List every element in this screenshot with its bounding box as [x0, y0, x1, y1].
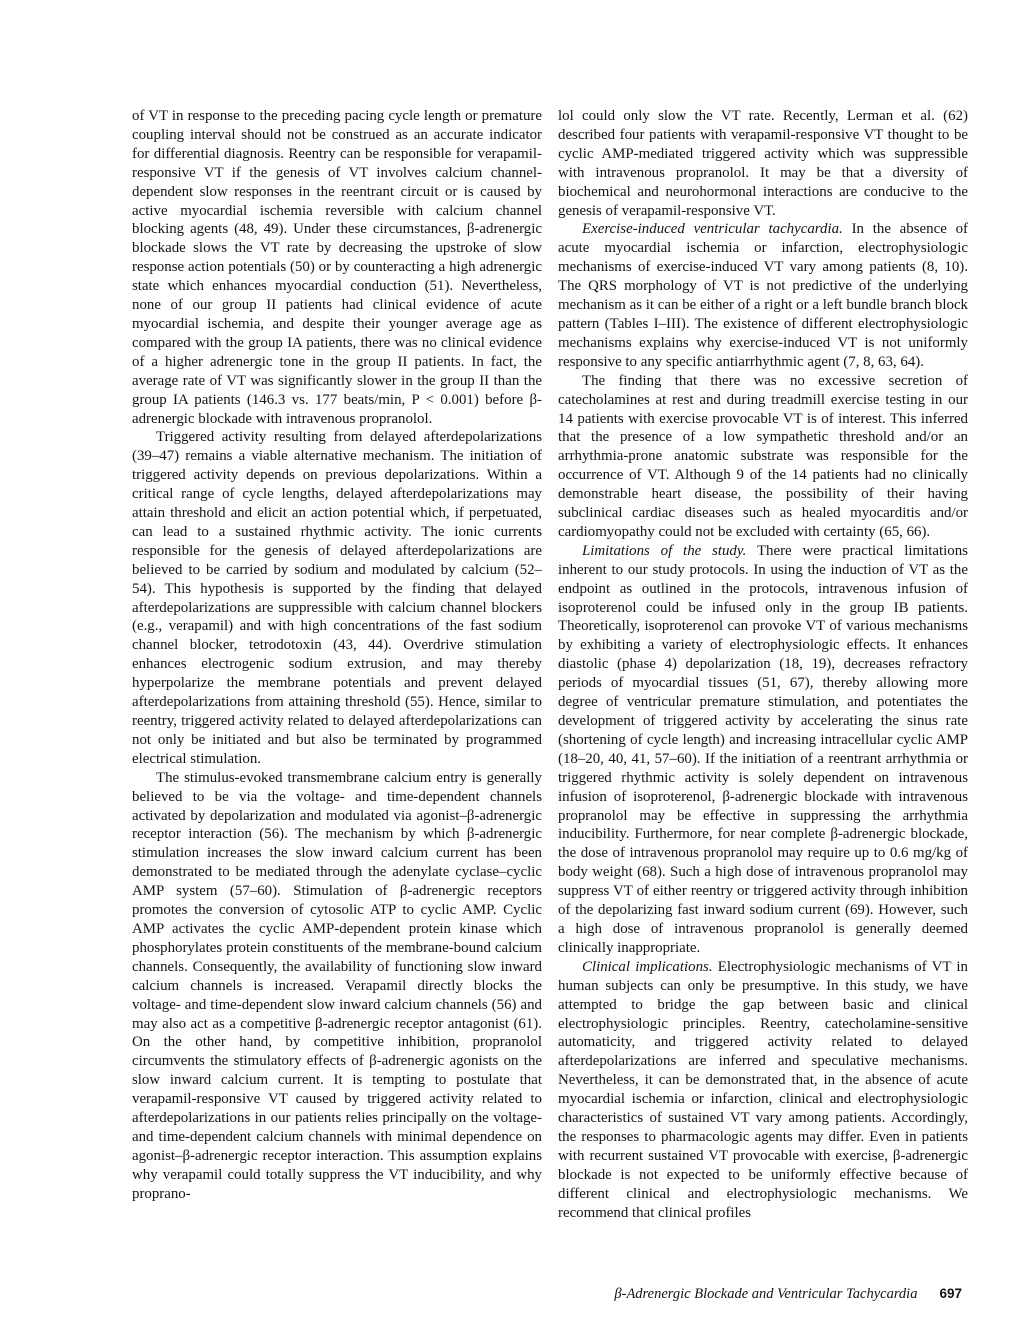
right-paragraph-5: [558, 958, 968, 1223]
left-paragraph-2: Triggered activity resulting from delayed afterdepolarizations (39–47) remains a viable alternative mechanism. The initiation of triggered activity depends on previous depolarizations. Within a critical range of cycle lengths, delayed afterdepolarizations may attain threshold and elicit an action potential which, if perpetuated, can lead to a sustained rhythmic activity. The ionic currents responsible for the genesis of delayed afterdepolarizations are believed to be carried by sodium and modulated by calcium (52–54). This hypothesis is supported by the finding that delayed afterdepolarizations are suppressible with calcium channel blockers (e.g., verapamil) and with high concentrations of the fast sodium channel blocker, tetrodotoxin (43, 44). Overdrive stimulation enhances electrogenic sodium extrusion, and may thereby hyperpolarize the membrane potentials and prevent delayed afterdepolarizations from attaining threshold (55). Hence, similar to reentry, triggered activity related to delayed afterdepolarizations can not only be initiated and but also be terminated by programmed electrical stimulation.: [132, 429, 542, 767]
left-paragraph-1: of VT in response to the preceding pacing cycle length or premature coupling interval should not be construed as an accurate indicator for differential diagnosis. Reentry can be responsible for verapamil-responsive VT if the genesis of VT involves calcium channel-dependent slow responses in the reentrant circuit or is caused by active myocardial ischemia reversible with calcium channel blocking agents (48, 49). Under these circumstances, β-adrenergic blockade slows the VT rate by decreasing the upstroke of slow response action potentials (50) or by counteracting a high adrenergic state which enhances myocardial conduction (51). Nevertheless, none of our group II patients had clinical evidence of acute myocardial ischemia, and despite their younger average age as compared with the group IA patients, there was no clinical evidence of a higher adrenergic tone in the group II patients. In fact, the average rate of VT was significantly slower in the group II than the group IA patients (146.3 vs. 177 beats/min, P < 0.001) before β-adrenergic blockade with intravenous propranolol.: [132, 108, 542, 427]
section-heading-exercise: Exercise-induced ventricular tachycardia.: [582, 221, 843, 238]
page-footer: [600, 1285, 962, 1303]
right-paragraph-5-text: Electrophysiologic mechanisms of VT in human subjects can only be presumptive. In this study, we have attempted to bridge the gap between basic and clinical electrophysiologic principles. Reentry, catecholamine-sensitive automaticity, and triggered activity related to delayed afterdepolarizations are inferred and speculative mechanisms. Nevertheless, it can be demonstrated that, in the absence of acute myocardial ischemia or infarction, clinical and electrophysiologic characteristics of sustained VT vary among patients. Accordingly, the responses to pharmacologic agents may differ. Even in patients with recurrent sustained VT provocable with exercise, β-adrenergic blockade is not expected to be uniformly effective because of different clinical and electrophysiologic mechanisms. We recommend that clinical profiles: [558, 958, 968, 1221]
right-paragraph-4-text: There were practical limitations inherent to our study protocols. In using the induction of VT as the endpoint as outlined in the protocols, intravenous infusion of isoproterenol could be infused only in the group IB patients. Theoretically, isoproterenol can provoke VT of various mechanisms by exhibiting a variety of electrophysiologic effects. It enhances diastolic (phase 4) depolarization (18, 19), decreases refractory periods of myocardial tissues (51, 67), thereby allowing more degree of ventricular premature stimulation, and potentiates the development of triggered activity by accelerating the sinus rate (shortening of cycle length) and increasing intracellular cyclic AMP (18–20, 40, 41, 57–60). If the initiation of a reentrant arrhythmia or triggered rhythmic activity is solely dependent on intravenous infusion of isoproterenol, β-adrenergic blockade with intravenous propranolol may be effective in suppressing the arrhythmia inducibility. Furthermore, for near complete β-adrenergic blockade, the dose of intravenous propranolol may require up to 0.6 mg/kg of body weight (68). Such a high dose of intravenous propranolol may suppress VT of either reentry or triggered activity through inhibition of the depolarizing fast inward sodium current (69). However, such a high dose of intravenous propranolol is generally deemed clinically inappropriate.: [558, 542, 968, 956]
right-column: [558, 107, 968, 1222]
right-paragraph-2: [558, 220, 968, 371]
running-title: β-Adrenergic Blockade and Ventricular Tachycardia: [614, 1286, 918, 1302]
section-heading-clinical: Clinical implications.: [582, 958, 713, 975]
page-number: 697: [939, 1286, 962, 1301]
section-heading-limitations: Limitations of the study.: [582, 542, 747, 559]
right-paragraph-2-text: In the absence of acute myocardial ischemia or infarction, electrophysiologic mechanisms of exercise-induced VT vary among patients (8, 10). The QRS morphology of VT is not predictive of the underlying mechanism as it can be either of a right or a left bundle branch block pattern (Tables I–III). The existence of different electrophysiologic mechanisms explains why exercise-induced VT is not uniformly responsive to any specific antiarrhythmic agent (7, 8, 63, 64).: [558, 221, 968, 370]
right-paragraph-3: The finding that there was no excessive secretion of catecholamines at rest and during treadmill exercise testing in our 14 patients with exercise provocable VT is of interest. This inferred that the presence of a low sympathetic threshold and/or an arrhythmia-prone anatomic substrate was responsible for the occurrence of VT. Although 9 of the 14 patients had no clinically demonstrable heart disease, the possibility of their having subclinical cardiac diseases such as healed myocarditis and/or cardiomyopathy could not be excluded with certainty (65, 66).: [558, 372, 968, 540]
right-paragraph-1: lol could only slow the VT rate. Recently, Lerman et al. (62) described four patients with verapamil-responsive VT thought to be cyclic AMP-mediated triggered activity which was suppressible with intravenous propranolol. It may be that a diversity of biochemical and neurohormonal interactions are conducive to the genesis of verapamil-responsive VT.: [558, 108, 968, 219]
left-paragraph-3: The stimulus-evoked transmembrane calcium entry is generally believed to be via the voltage- and time-dependent channels activated by depolarization and modulated via agonist–β-adrenergic receptor interaction (56). The mechanism by which β-adrenergic stimulation increases the slow inward calcium current has been demonstrated to be mediated through the adenylate cyclase–cyclic AMP system (57–60). Stimulation of β-adrenergic receptors promotes the conversion of cytosolic ATP to cyclic AMP. Cyclic AMP activates the cyclic AMP-dependent protein kinase which phosphorylates protein constituents of the membrane-bound calcium channels. Consequently, the availability of functioning slow inward calcium channels is increased. Verapamil directly blocks the voltage- and time-dependent slow inward calcium channels (56) and may also act as a competitive β-adrenergic receptor antagonist (61). On the other hand, by competitive inhibition, propranolol circumvents the stimulatory effects of β-adrenergic agonists on the slow inward calcium current. It is tempting to postulate that verapamil-responsive VT caused by triggered activity related to afterdepolarizations in our patients relies principally on the voltage- and time-dependent calcium channels with minimal dependence on agonist–β-adrenergic receptor interaction. This assumption explains why verapamil could totally suppress the VT inducibility, and why proprano-: [132, 769, 542, 1202]
right-paragraph-4: [558, 542, 968, 958]
left-column: [132, 107, 542, 1204]
